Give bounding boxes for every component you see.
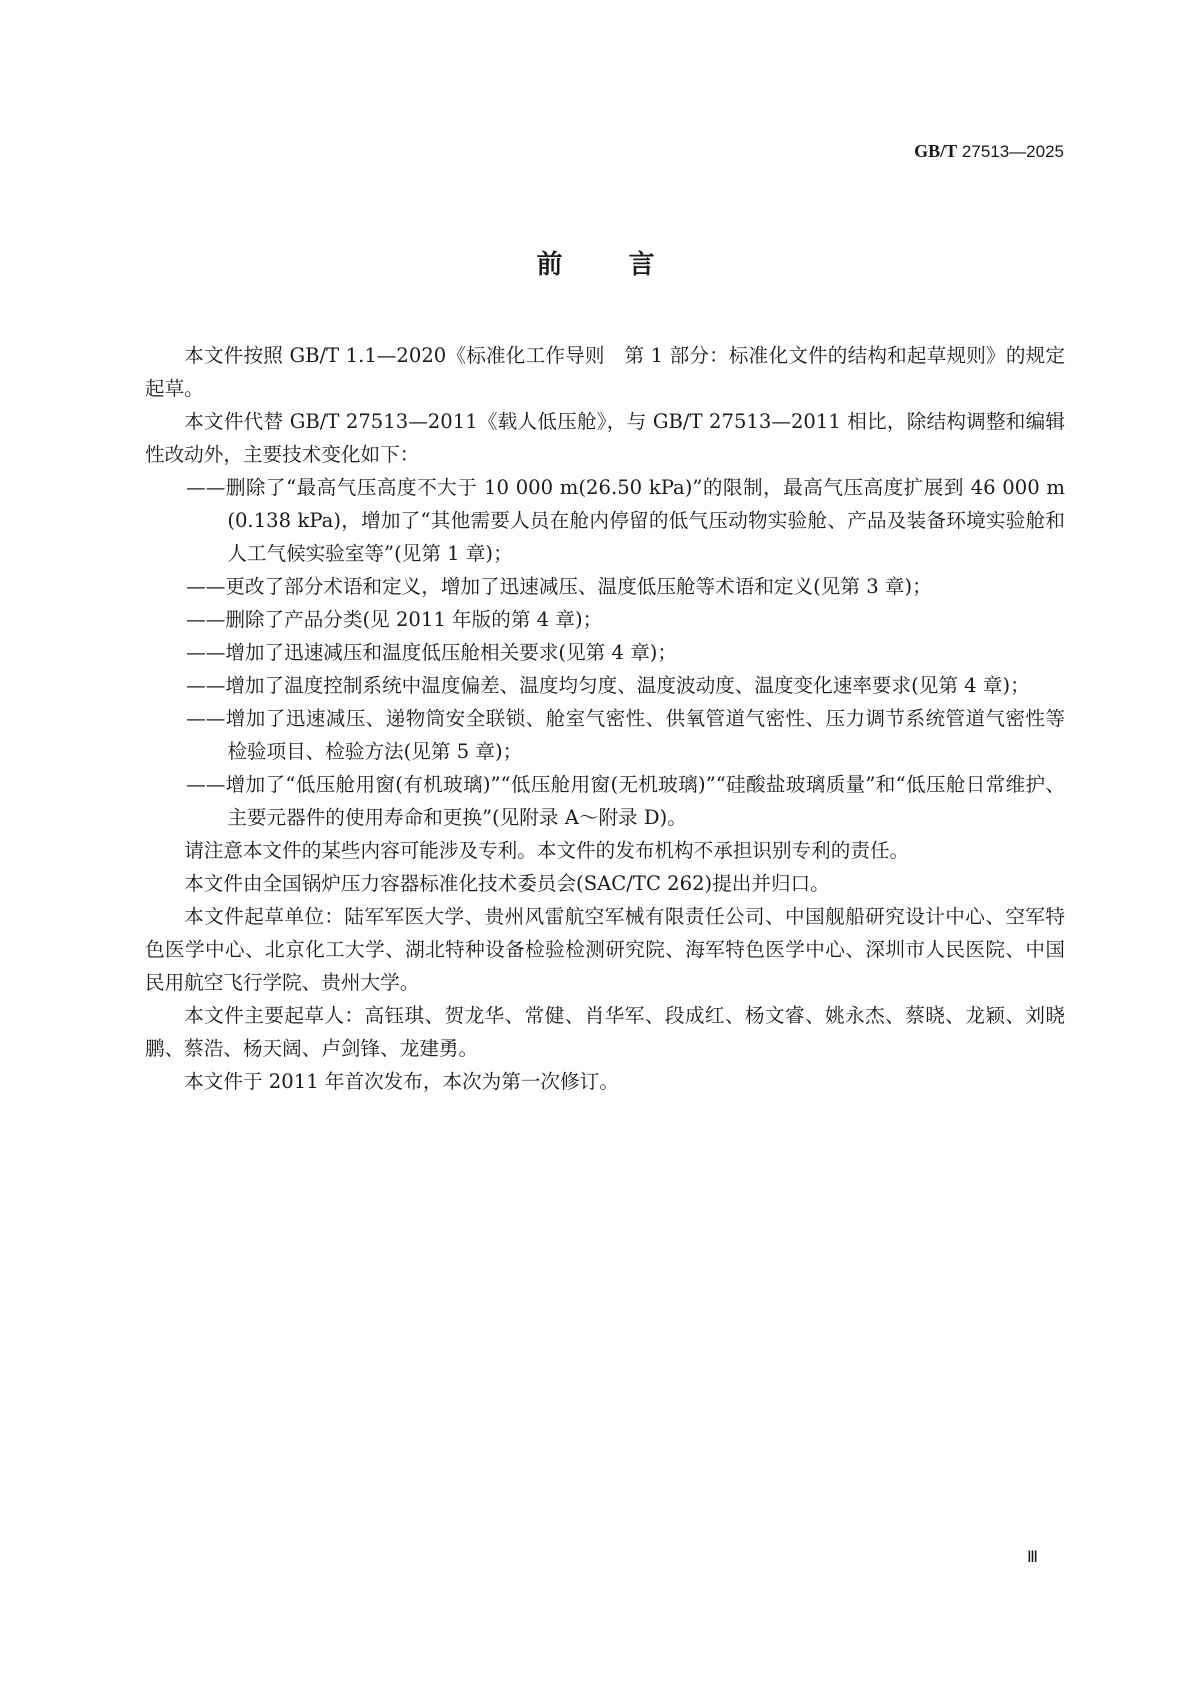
paragraph-drafting-units: 本文件起草单位：陆军军医大学、贵州风雷航空军械有限责任公司、中国舰船研究设计中心、空军特色医学中心、北京化工大学、湖北特种设备检验检测研究院、海军特色医学中心、深圳市人民医院、中国民用航空飞行学院、贵州大学。: [145, 905, 1065, 994]
paragraph-replaces: 本文件代替 GB/T 27513—2011《载人低压舱》，与 GB/T 27513—2011 相比，除结构调整和编辑性改动外，主要技术变化如下：: [145, 410, 1065, 466]
document-code: [914, 141, 1064, 162]
standard-prefix: GB/T: [914, 141, 958, 161]
change-item: ——增加了迅速减压和温度低压舱相关要求(见第 4 章)；: [186, 641, 678, 664]
foreword-body: [145, 339, 1065, 1098]
page-title: [0, 244, 1191, 281]
change-item: ——增加了温度控制系统中温度偏差、温度均匀度、温度波动度、温度变化速率要求(见第 4 章)；: [186, 674, 1030, 697]
standard-number: 27513—2025: [961, 142, 1064, 161]
title-char: 前: [536, 250, 563, 280]
title-char: 言: [628, 250, 655, 280]
paragraph-committee: 本文件由全国锅炉压力容器标准化技术委员会(SAC/TC 262)提出并归口。: [184, 872, 830, 895]
change-item: ——增加了“低压舱用窗(有机玻璃)”“低压舱用窗(无机玻璃)”“硅酸盐玻璃质量”和“低压舱日常维护、主要元器件的使用寿命和更换”(见附录 A～附录 D)。: [186, 773, 1065, 829]
paragraph-drafters: 本文件主要起草人：高钰琪、贺龙华、常健、肖华军、段成红、杨文睿、姚永杰、蔡晓、龙颖、刘晓鹏、蔡浩、杨天阔、卢剑锋、龙建勇。: [145, 1004, 1065, 1060]
change-item: ——更改了部分术语和定义，增加了迅速减压、温度低压舱等术语和定义(见第 3 章)；: [186, 575, 932, 598]
paragraph-basis: 本文件按照 GB/T 1.1—2020《标准化工作导则 第 1 部分：标准化文件的结构和起草规则》的规定起草。: [145, 344, 1065, 400]
change-item: ——删除了产品分类(见 2011 年版的第 4 章)；: [186, 608, 603, 631]
paragraph-patent: 请注意本文件的某些内容可能涉及专利。本文件的发布机构不承担识别专利的责任。: [184, 839, 910, 862]
page-number: Ⅲ: [1027, 1549, 1039, 1566]
change-item: ——删除了“最高气压高度不大于 10 000 m(26.50 kPa)”的限制，最高气压高度扩展到 46 000 m (0.138 kPa)，增加了“其他需要人员在舱内停留的低气压动物实验舱、产品及装备环境实验舱和人工气候实验室等”(见第 1 章)；: [186, 476, 1065, 565]
change-item: ——增加了迅速减压、递物筒安全联锁、舱室气密性、供氧管道气密性、压力调节系统管道气密性等检验项目、检验方法(见第 5 章)；: [186, 707, 1065, 763]
paragraph-history: 本文件于 2011 年首次发布，本次为第一次修订。: [184, 1070, 619, 1093]
